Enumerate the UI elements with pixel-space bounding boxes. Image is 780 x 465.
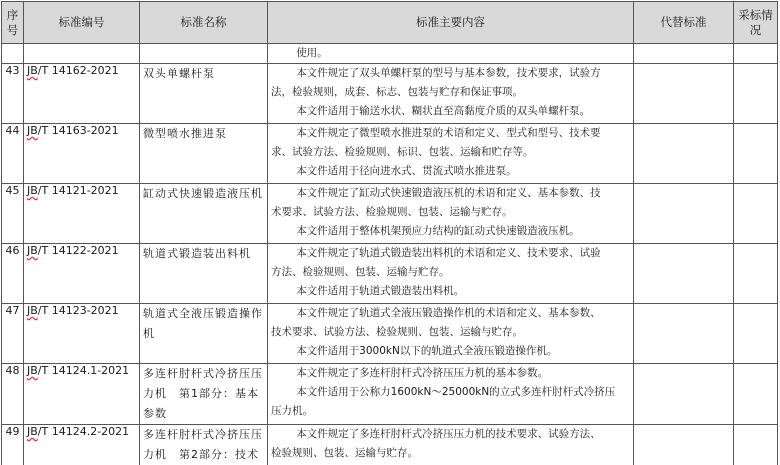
content-line: 压力机。: [271, 405, 313, 417]
content-line: 方法、检验规则、包装、运输与贮存。: [271, 266, 450, 278]
cell-num: 48: [2, 364, 24, 425]
standards-table: [1, 1, 778, 465]
cell-code: [24, 44, 140, 64]
code-prefix: JB: [27, 364, 38, 377]
code-number: /T 14124.1-2021: [37, 364, 130, 377]
cell-code: [24, 425, 140, 465]
name-line: 双头单螺杆泵: [143, 67, 215, 80]
cell-replace: [634, 64, 734, 124]
cell-adopt: [734, 304, 778, 364]
cell-num: 45: [2, 184, 24, 244]
content-line: 本文件适用于轨道式锻造装出料机。: [296, 285, 465, 297]
content-line: 本文件适用于公称力1600kN～25000kN的立式多连杆肘杆式冷挤压: [296, 386, 616, 398]
code-number: /T 14121-2021: [37, 184, 119, 197]
cell-name: [140, 184, 268, 244]
cell-replace: [634, 44, 734, 64]
content-line: 法，检验规则，成套、标志、包装与贮存和保证事项。: [271, 86, 523, 98]
content-line: 技术要求、试验方法、检验规则、包装、运输与贮存。: [271, 326, 523, 338]
cell-adopt: [734, 64, 778, 124]
cell-content: [268, 364, 634, 425]
name-line: 微型喷水推进泵: [143, 127, 227, 140]
content-line: 本文件规定了缸动式快速锻造液压机的术语和定义、基本参数、技: [296, 187, 601, 199]
code-number: /T 14123-2021: [37, 304, 119, 317]
content-line: 本文件适用于整体机架预应力结构的缸动式快速锻造液压机。: [296, 225, 580, 237]
cell-adopt: [734, 244, 778, 304]
cell-replace: [634, 184, 734, 244]
cell-adopt: [734, 124, 778, 184]
content-line: 使用。: [296, 47, 328, 59]
table-header-row: [2, 2, 778, 44]
content-line: 本文件规定了双头单螺杆泵的型号与基本参数，技术要求，试验方: [296, 67, 601, 79]
name-line: 轨道式锻造装出料机: [143, 247, 251, 260]
name-line: 轨道式全液压锻造操作: [143, 307, 263, 320]
cell-name: [140, 304, 268, 364]
name-line: 力机 第2部分：技术: [143, 448, 259, 461]
code-prefix: JB: [27, 244, 38, 257]
cell-content: [268, 244, 634, 304]
name-line: 参数: [143, 407, 167, 420]
cell-num: 44: [2, 124, 24, 184]
header-name: 标准名称: [140, 2, 268, 44]
header-seq: 序号: [2, 2, 24, 44]
content-line: 术要求、试验方法、检验规则、包装、运输与贮存。: [271, 206, 513, 218]
cell-name: [140, 425, 268, 465]
cell-num: 47: [2, 304, 24, 364]
cell-name: [140, 44, 268, 64]
cell-replace: [634, 304, 734, 364]
cell-adopt: [734, 364, 778, 425]
table-row: [2, 304, 778, 364]
cell-name: [140, 244, 268, 304]
content-line: 检验规则、包装、运输与贮存。: [271, 447, 418, 459]
cell-content: [268, 64, 634, 124]
cell-content: [268, 304, 634, 364]
table-row: [2, 124, 778, 184]
name-line: 多连杆肘杆式冷挤压压: [143, 428, 263, 441]
content-line: 求、试验方法、检验规则、标识、包装、运输和贮存等。: [271, 146, 534, 158]
cell-replace: [634, 244, 734, 304]
cell-adopt: [734, 425, 778, 465]
cell-code: [24, 184, 140, 244]
content-line: 本文件规定了多连杆肘杆式冷挤压压力机的基本参数。: [296, 367, 549, 379]
code-prefix: JB: [27, 184, 38, 197]
cell-name: [140, 124, 268, 184]
cell-name: [140, 64, 268, 124]
cell-adopt: [734, 184, 778, 244]
cell-content: [268, 184, 634, 244]
content-line: 本文件规定了微型喷水推进泵的术语和定义、型式和型号、技术要: [296, 127, 601, 139]
cell-code: [24, 244, 140, 304]
cell-num: 49: [2, 425, 24, 465]
cell-content: [268, 44, 634, 64]
cell-replace: [634, 364, 734, 425]
name-line: 缸动式快速锻造液压机: [143, 187, 263, 200]
cell-num: 46: [2, 244, 24, 304]
header-code: 标准编号: [24, 2, 140, 44]
cell-code: [24, 124, 140, 184]
content-line: 本文件规定了多连杆肘杆式冷挤压压力机的技术要求、试验方法、: [296, 428, 601, 440]
header-replace: 代替标准: [634, 2, 734, 44]
cell-content: [268, 425, 634, 465]
code-number: /T 14162-2021: [37, 64, 119, 77]
table-row: [2, 244, 778, 304]
cell-replace: [634, 425, 734, 465]
cell-adopt: [734, 44, 778, 64]
code-prefix: JB: [27, 64, 38, 77]
code-prefix: JB: [27, 304, 38, 317]
name-line: 力机 第1部分：基本: [143, 387, 259, 400]
content-line: 本文件规定了轨道式锻造装出料机的术语和定义、技术要求、试验: [296, 247, 601, 259]
cell-name: [140, 364, 268, 425]
content-line: 本文件适用于输送水状、糊状直至高黏度介质的双头单螺杆泵。: [296, 105, 591, 117]
content-line: 本文件规定了轨道式全液压锻造操作机的术语和定义、基本参数、: [296, 307, 601, 319]
cell-replace: [634, 124, 734, 184]
header-adopt: 采标情况: [734, 2, 778, 44]
code-number: /T 14122-2021: [37, 244, 119, 257]
cell-num: 43: [2, 64, 24, 124]
header-content: 标准主要内容: [268, 2, 634, 44]
cell-content: [268, 124, 634, 184]
cell-code: [24, 304, 140, 364]
table-row: [2, 425, 778, 465]
table-row: [2, 184, 778, 244]
content-line: 本文件适用于径向进水式、贯流式喷水推进泵。: [296, 165, 517, 177]
table-row: [2, 364, 778, 425]
table-row: [2, 64, 778, 124]
name-line: 多连杆肘杆式冷挤压压: [143, 367, 263, 380]
content-line: 本文件适用于3000kN以下的轨道式全液压锻造操作机。: [296, 345, 558, 357]
name-line: 机: [143, 327, 155, 340]
cell-num: [2, 44, 24, 64]
code-prefix: JB: [27, 124, 38, 137]
cell-code: [24, 364, 140, 425]
code-number: /T 14124.2-2021: [37, 425, 130, 438]
code-prefix: JB: [27, 425, 38, 438]
table-row-continued: [2, 44, 778, 64]
code-number: /T 14163-2021: [37, 124, 119, 137]
cell-code: [24, 64, 140, 124]
